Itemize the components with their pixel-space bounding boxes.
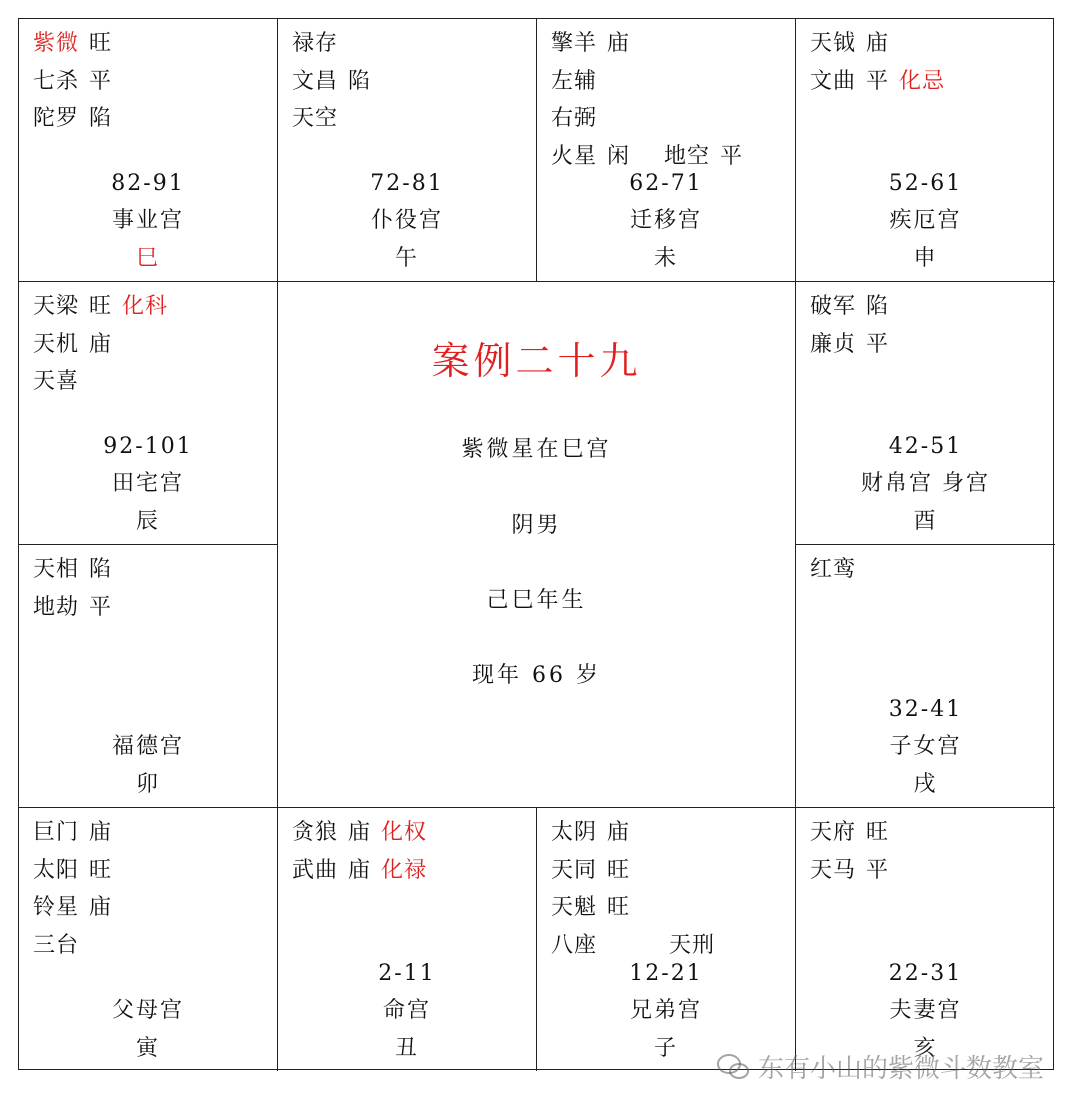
- star-line: [810, 551, 866, 589]
- birth-year: 己巳年生: [486, 588, 587, 613]
- palace-name: 父母宫: [111, 998, 184, 1023]
- palace-info: [278, 955, 536, 1068]
- star-name: 天梁: [33, 294, 80, 319]
- star-line: [551, 100, 753, 138]
- star-line: [292, 100, 381, 138]
- earthly-branch: 巳: [135, 245, 160, 271]
- star-line: [292, 63, 381, 101]
- age-range: [19, 955, 277, 993]
- star-name: 陷: [89, 106, 113, 131]
- star-name: 陷: [348, 68, 372, 94]
- current-age: 现年 66 岁: [472, 663, 601, 688]
- chart-center: [278, 282, 796, 808]
- star-name: 七杀: [33, 68, 80, 94]
- palace-info: [796, 428, 1055, 541]
- palace-xu: [796, 545, 1055, 808]
- palace-name: 夫妻宫: [889, 998, 962, 1023]
- palace-info: [796, 165, 1055, 278]
- star-name: 闲: [607, 143, 631, 169]
- star-name: 火星: [551, 143, 598, 169]
- age-range: 82-91: [111, 170, 185, 196]
- earthly-branch: 午: [394, 245, 419, 271]
- star-line: [810, 852, 899, 890]
- age-range: 52-61: [888, 170, 963, 196]
- palace-info: [19, 428, 277, 541]
- star-name: 文昌: [292, 68, 339, 94]
- palace-name: 疾厄宫: [889, 208, 962, 233]
- star-line: [33, 814, 122, 852]
- star-name: 太阴: [551, 820, 598, 845]
- age-range: 92-101: [103, 433, 193, 459]
- star-name: 庙: [607, 31, 631, 56]
- star-list: [33, 25, 122, 138]
- star-name: 平: [89, 68, 113, 94]
- transformation-label: 化禄: [381, 857, 428, 883]
- star-list: [551, 25, 753, 175]
- palace-name: 田宅宫: [111, 471, 184, 496]
- star-name: 陷: [89, 557, 113, 582]
- star-line: [33, 589, 122, 627]
- watermark-text: 东有小山的紫微斗数教室: [757, 1054, 1044, 1084]
- star-line: [33, 889, 122, 927]
- transformation-label: 紫微: [33, 31, 80, 56]
- ziwei-chart: [18, 18, 1054, 1070]
- age-range: 12-21: [629, 960, 703, 986]
- earthly-branch: 丑: [394, 1035, 419, 1061]
- palace-chen: [19, 282, 278, 545]
- age-range: 32-41: [888, 696, 963, 722]
- palace-name: 兄弟宫: [629, 998, 702, 1023]
- star-line: [33, 551, 122, 589]
- earthly-branch: 酉: [913, 508, 938, 534]
- star-name: 天刑: [669, 932, 716, 958]
- palace-shen: [796, 19, 1055, 282]
- star-list: [810, 288, 899, 363]
- star-list: [810, 814, 899, 889]
- transformation-label: 化忌: [899, 68, 946, 94]
- star-list: [810, 551, 866, 589]
- star-name: 天机: [33, 331, 80, 357]
- gender-yinyang: 阴男: [511, 513, 562, 538]
- star-name: 庙: [89, 895, 113, 920]
- star-line: [551, 889, 725, 927]
- star-line: [33, 288, 178, 326]
- star-line: [551, 852, 725, 890]
- earthly-branch: 申: [913, 245, 938, 271]
- age-range: [19, 691, 277, 729]
- transformation-label: 化科: [122, 294, 169, 319]
- earthly-branch: 辰: [135, 508, 160, 534]
- star-name: 旺: [89, 857, 113, 883]
- palace-you: [796, 282, 1055, 545]
- earthly-branch: 卯: [135, 771, 160, 797]
- star-name: 地劫: [33, 594, 80, 620]
- star-line: [33, 25, 122, 63]
- earthly-branch: 寅: [135, 1035, 160, 1061]
- case-title: 案例二十九: [431, 339, 642, 383]
- star-list: [292, 814, 437, 889]
- palace-name: 子女宫: [889, 734, 962, 759]
- star-line: [810, 288, 899, 326]
- star-name: 左辅: [551, 68, 598, 94]
- star-name: 天同: [551, 857, 598, 883]
- earthly-branch: 未: [653, 245, 678, 271]
- star-line: [551, 814, 725, 852]
- star-line: [33, 326, 178, 364]
- star-line: [292, 25, 381, 63]
- star-line: [551, 25, 753, 63]
- star-list: [551, 814, 725, 964]
- wechat-icon: [716, 1053, 750, 1081]
- earthly-branch: 子: [653, 1035, 678, 1061]
- star-name: 天魁: [551, 895, 598, 920]
- star-name: 平: [89, 594, 113, 620]
- star-name: 破军: [810, 294, 857, 319]
- star-name: 旺: [607, 895, 631, 920]
- star-list: [292, 25, 381, 138]
- star-name: 旺: [89, 294, 113, 319]
- star-name: 禄存: [292, 31, 339, 56]
- star-name: 天空: [292, 106, 339, 131]
- palace-name: 迁移宫: [629, 208, 702, 233]
- star-line: [551, 63, 753, 101]
- palace-hai: [796, 808, 1055, 1071]
- age-range: 42-51: [888, 433, 963, 459]
- transformation-label: 化权: [381, 820, 428, 845]
- star-name: 巨门: [33, 820, 80, 845]
- palace-yin: [19, 808, 278, 1071]
- palace-info: [19, 955, 277, 1068]
- star-line: [292, 852, 437, 890]
- star-name: 陀罗: [33, 106, 80, 131]
- palace-wu: [278, 19, 537, 282]
- star-name: 铃星: [33, 895, 80, 920]
- star-name: 庙: [89, 331, 113, 357]
- star-name: 庙: [348, 820, 372, 845]
- star-name: 天府: [810, 820, 857, 845]
- star-line: [33, 852, 122, 890]
- star-list: [810, 25, 955, 100]
- star-name: 擎羊: [551, 31, 598, 56]
- age-range: 62-71: [629, 170, 703, 196]
- star-list: [33, 551, 122, 626]
- star-name: 天相: [33, 557, 80, 582]
- star-name: 武曲: [292, 857, 339, 883]
- age-range: 22-31: [888, 960, 963, 986]
- star-name: 庙: [348, 857, 372, 883]
- star-line: [810, 63, 955, 101]
- palace-info: [19, 691, 277, 804]
- age-range: 2-11: [378, 960, 436, 986]
- palace-zi: [537, 808, 796, 1071]
- earthly-branch: 亥: [913, 1035, 938, 1061]
- star-line: [810, 25, 955, 63]
- star-line: [292, 814, 437, 852]
- star-list: [33, 814, 122, 964]
- ziwei-position: 紫微星在巳宫: [461, 437, 612, 462]
- star-line: [33, 63, 122, 101]
- palace-chou: [278, 808, 537, 1071]
- star-name: 平: [866, 857, 890, 883]
- star-name: 贪狼: [292, 820, 339, 845]
- star-name: 平: [720, 143, 744, 169]
- watermark: [716, 1048, 1044, 1085]
- star-name: 旺: [866, 820, 890, 845]
- palace-name: 命宫: [382, 998, 431, 1023]
- star-name: 陷: [866, 294, 890, 319]
- palace-info: [278, 165, 536, 278]
- palace-name: 仆役宫: [370, 208, 443, 233]
- palace-mao: [19, 545, 278, 808]
- star-name: 庙: [607, 820, 631, 845]
- star-name: 八座: [551, 932, 598, 958]
- star-name: 庙: [866, 31, 890, 56]
- palace-info: [796, 691, 1055, 804]
- palace-info: [537, 165, 795, 278]
- star-name: 文曲: [810, 68, 857, 94]
- star-line: [810, 814, 899, 852]
- age-range: 72-81: [370, 170, 444, 196]
- palace-si: [19, 19, 278, 282]
- palace-name: 福德宫: [111, 734, 184, 759]
- star-line: [810, 326, 899, 364]
- palace-name: 事业宫: [111, 208, 184, 233]
- star-name: 旺: [607, 857, 631, 883]
- star-line: [33, 100, 122, 138]
- star-line: [33, 363, 178, 401]
- star-name: 天钺: [810, 31, 857, 56]
- star-name: 地空: [664, 143, 711, 169]
- star-name: 旺: [89, 31, 113, 56]
- earthly-branch: 戌: [913, 771, 938, 797]
- star-name: 平: [866, 68, 890, 94]
- star-name: 太阳: [33, 857, 80, 883]
- star-name: 天马: [810, 857, 857, 883]
- star-name: 右弼: [551, 106, 598, 131]
- palace-info: [19, 165, 277, 278]
- palace-wei: [537, 19, 796, 282]
- star-name: 庙: [89, 820, 113, 845]
- star-name: 红鸾: [810, 557, 857, 582]
- star-name: 天喜: [33, 369, 80, 394]
- star-name: 廉贞: [810, 331, 857, 357]
- star-name: 三台: [33, 932, 80, 958]
- star-list: [33, 288, 178, 401]
- palace-name: 财帛宫 身宫: [861, 471, 990, 496]
- star-name: 平: [866, 331, 890, 357]
